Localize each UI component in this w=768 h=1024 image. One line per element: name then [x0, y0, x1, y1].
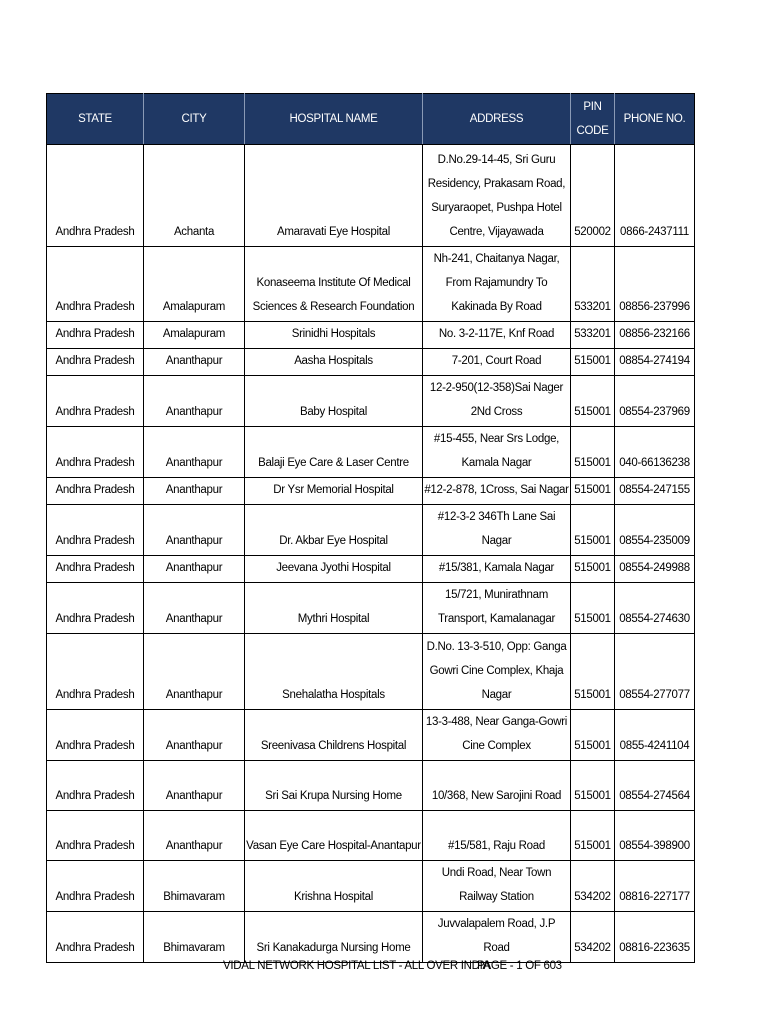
cell-pin-code: 515001	[571, 710, 615, 761]
cell-city: Ananthapur	[144, 478, 245, 505]
table-row	[47, 912, 695, 963]
table-row	[47, 861, 695, 912]
cell-state: Andhra Pradesh	[47, 145, 144, 247]
column-header-state: STATE	[47, 94, 144, 145]
cell-hospital-name: Mythri Hospital	[245, 583, 423, 634]
cell-address: #12-2-878, 1Cross, Sai Nagar	[423, 478, 571, 505]
cell-pin-code: 515001	[571, 349, 615, 376]
cell-phone: 08554-274564	[615, 761, 695, 811]
cell-phone: 08856-237996	[615, 247, 695, 322]
cell-phone: 08554-237969	[615, 376, 695, 427]
cell-phone: 040-66136238	[615, 427, 695, 478]
cell-pin-code: 515001	[571, 376, 615, 427]
cell-hospital-name: Jeevana Jyothi Hospital	[245, 556, 423, 583]
cell-city: Bhimavaram	[144, 912, 245, 963]
table-row	[47, 556, 695, 583]
cell-hospital-name: Snehalatha Hospitals	[245, 634, 423, 710]
cell-phone: 08856-232166	[615, 322, 695, 349]
cell-address: Juvvalapalem Road, J.P Road	[423, 912, 571, 963]
cell-pin-code: 534202	[571, 861, 615, 912]
cell-state: Andhra Pradesh	[47, 505, 144, 556]
cell-pin-code: 533201	[571, 322, 615, 349]
cell-address: 7-201, Court Road	[423, 349, 571, 376]
table-row	[47, 811, 695, 861]
cell-hospital-name: Sri Kanakadurga Nursing Home	[245, 912, 423, 963]
cell-hospital-name: Krishna Hospital	[245, 861, 423, 912]
cell-phone: 08554-277077	[615, 634, 695, 710]
cell-address: #12-3-2 346Th Lane Sai Nagar	[423, 505, 571, 556]
cell-state: Andhra Pradesh	[47, 811, 144, 861]
cell-pin-code: 515001	[571, 761, 615, 811]
cell-phone: 08554-398900	[615, 811, 695, 861]
column-header-address: ADDRESS	[423, 94, 571, 145]
cell-state: Andhra Pradesh	[47, 761, 144, 811]
cell-city: Amalapuram	[144, 322, 245, 349]
footer-title: VIDAL NETWORK HOSPITAL LIST - ALL OVER INDIA	[223, 960, 490, 972]
cell-state: Andhra Pradesh	[47, 247, 144, 322]
table-row	[47, 247, 695, 322]
cell-city: Ananthapur	[144, 349, 245, 376]
cell-address: #15/381, Kamala Nagar	[423, 556, 571, 583]
cell-state: Andhra Pradesh	[47, 912, 144, 963]
cell-hospital-name: Sreenivasa Childrens Hospital	[245, 710, 423, 761]
cell-address: No. 3-2-117E, Knf Road	[423, 322, 571, 349]
table-row	[47, 505, 695, 556]
cell-phone: 08816-227177	[615, 861, 695, 912]
cell-hospital-name: Vasan Eye Care Hospital-Anantapur	[245, 811, 423, 861]
table-row	[47, 427, 695, 478]
cell-address: 13-3-488, Near Ganga-Gowri Cine Complex	[423, 710, 571, 761]
column-header-phone: PHONE NO.	[615, 94, 695, 145]
cell-city: Ananthapur	[144, 634, 245, 710]
column-header-hospital-name: HOSPITAL NAME	[245, 94, 423, 145]
table-row	[47, 583, 695, 634]
cell-state: Andhra Pradesh	[47, 478, 144, 505]
cell-city: Ananthapur	[144, 811, 245, 861]
cell-city: Ananthapur	[144, 505, 245, 556]
cell-phone: 08816-223635	[615, 912, 695, 963]
hospital-table	[46, 93, 695, 963]
cell-hospital-name: Dr Ysr Memorial Hospital	[245, 478, 423, 505]
table-row	[47, 710, 695, 761]
cell-hospital-name: Konaseema Institute Of Medical Sciences & Research Foundation	[245, 247, 423, 322]
table-row	[47, 322, 695, 349]
cell-hospital-name: Balaji Eye Care & Laser Centre	[245, 427, 423, 478]
column-header-city: CITY	[144, 94, 245, 145]
cell-pin-code: 520002	[571, 145, 615, 247]
table-row	[47, 349, 695, 376]
cell-pin-code: 515001	[571, 811, 615, 861]
table-row	[47, 634, 695, 710]
cell-address: D.No.29-14-45, Sri Guru Residency, Prakasam Road, Suryaraopet, Pushpa Hotel Centre, Vijayawada	[423, 145, 571, 247]
cell-state: Andhra Pradesh	[47, 583, 144, 634]
table-row	[47, 761, 695, 811]
table-body	[47, 145, 695, 963]
header-row	[47, 94, 695, 145]
cell-address: 12-2-950(12-358)Sai Nager 2Nd Cross	[423, 376, 571, 427]
cell-address: 10/368, New Sarojini Road	[423, 761, 571, 811]
cell-city: Achanta	[144, 145, 245, 247]
cell-hospital-name: Srinidhi Hospitals	[245, 322, 423, 349]
cell-pin-code: 515001	[571, 427, 615, 478]
cell-phone: 08854-274194	[615, 349, 695, 376]
cell-pin-code: 515001	[571, 634, 615, 710]
cell-hospital-name: Dr. Akbar Eye Hospital	[245, 505, 423, 556]
cell-state: Andhra Pradesh	[47, 376, 144, 427]
cell-city: Ananthapur	[144, 583, 245, 634]
cell-city: Ananthapur	[144, 427, 245, 478]
cell-pin-code: 515001	[571, 583, 615, 634]
cell-city: Ananthapur	[144, 376, 245, 427]
cell-city: Ananthapur	[144, 556, 245, 583]
table-header	[47, 94, 695, 145]
cell-phone: 08554-235009	[615, 505, 695, 556]
table-row	[47, 478, 695, 505]
cell-hospital-name: Baby Hospital	[245, 376, 423, 427]
cell-city: Amalapuram	[144, 247, 245, 322]
cell-pin-code: 515001	[571, 556, 615, 583]
cell-address: Undi Road, Near Town Railway Station	[423, 861, 571, 912]
cell-pin-code: 515001	[571, 505, 615, 556]
cell-state: Andhra Pradesh	[47, 861, 144, 912]
cell-hospital-name: Aasha Hospitals	[245, 349, 423, 376]
column-header-pin-code: PIN CODE	[571, 94, 615, 145]
page-number: PAGE - 1 OF 603	[477, 960, 562, 972]
cell-city: Ananthapur	[144, 761, 245, 811]
table-row	[47, 376, 695, 427]
cell-phone: 08554-249988	[615, 556, 695, 583]
cell-phone: 08554-247155	[615, 478, 695, 505]
cell-state: Andhra Pradesh	[47, 556, 144, 583]
cell-pin-code: 515001	[571, 478, 615, 505]
cell-hospital-name: Sri Sai Krupa Nursing Home	[245, 761, 423, 811]
cell-phone: 0866-2437111	[615, 145, 695, 247]
cell-state: Andhra Pradesh	[47, 322, 144, 349]
cell-city: Ananthapur	[144, 710, 245, 761]
cell-address: #15-455, Near Srs Lodge, Kamala Nagar	[423, 427, 571, 478]
cell-hospital-name: Amaravati Eye Hospital	[245, 145, 423, 247]
table-row	[47, 145, 695, 247]
cell-phone: 0855-4241104	[615, 710, 695, 761]
cell-state: Andhra Pradesh	[47, 349, 144, 376]
cell-pin-code: 533201	[571, 247, 615, 322]
cell-phone: 08554-274630	[615, 583, 695, 634]
hospital-list-sheet	[46, 93, 694, 963]
cell-pin-code: 534202	[571, 912, 615, 963]
cell-address: #15/581, Raju Road	[423, 811, 571, 861]
cell-state: Andhra Pradesh	[47, 634, 144, 710]
cell-state: Andhra Pradesh	[47, 427, 144, 478]
cell-address: D.No. 13-3-510, Opp: Ganga Gowri Cine Complex, Khaja Nagar	[423, 634, 571, 710]
cell-city: Bhimavaram	[144, 861, 245, 912]
cell-state: Andhra Pradesh	[47, 710, 144, 761]
cell-address: 15/721, Munirathnam Transport, Kamalanagar	[423, 583, 571, 634]
cell-address: Nh-241, Chaitanya Nagar, From Rajamundry To Kakinada By Road	[423, 247, 571, 322]
